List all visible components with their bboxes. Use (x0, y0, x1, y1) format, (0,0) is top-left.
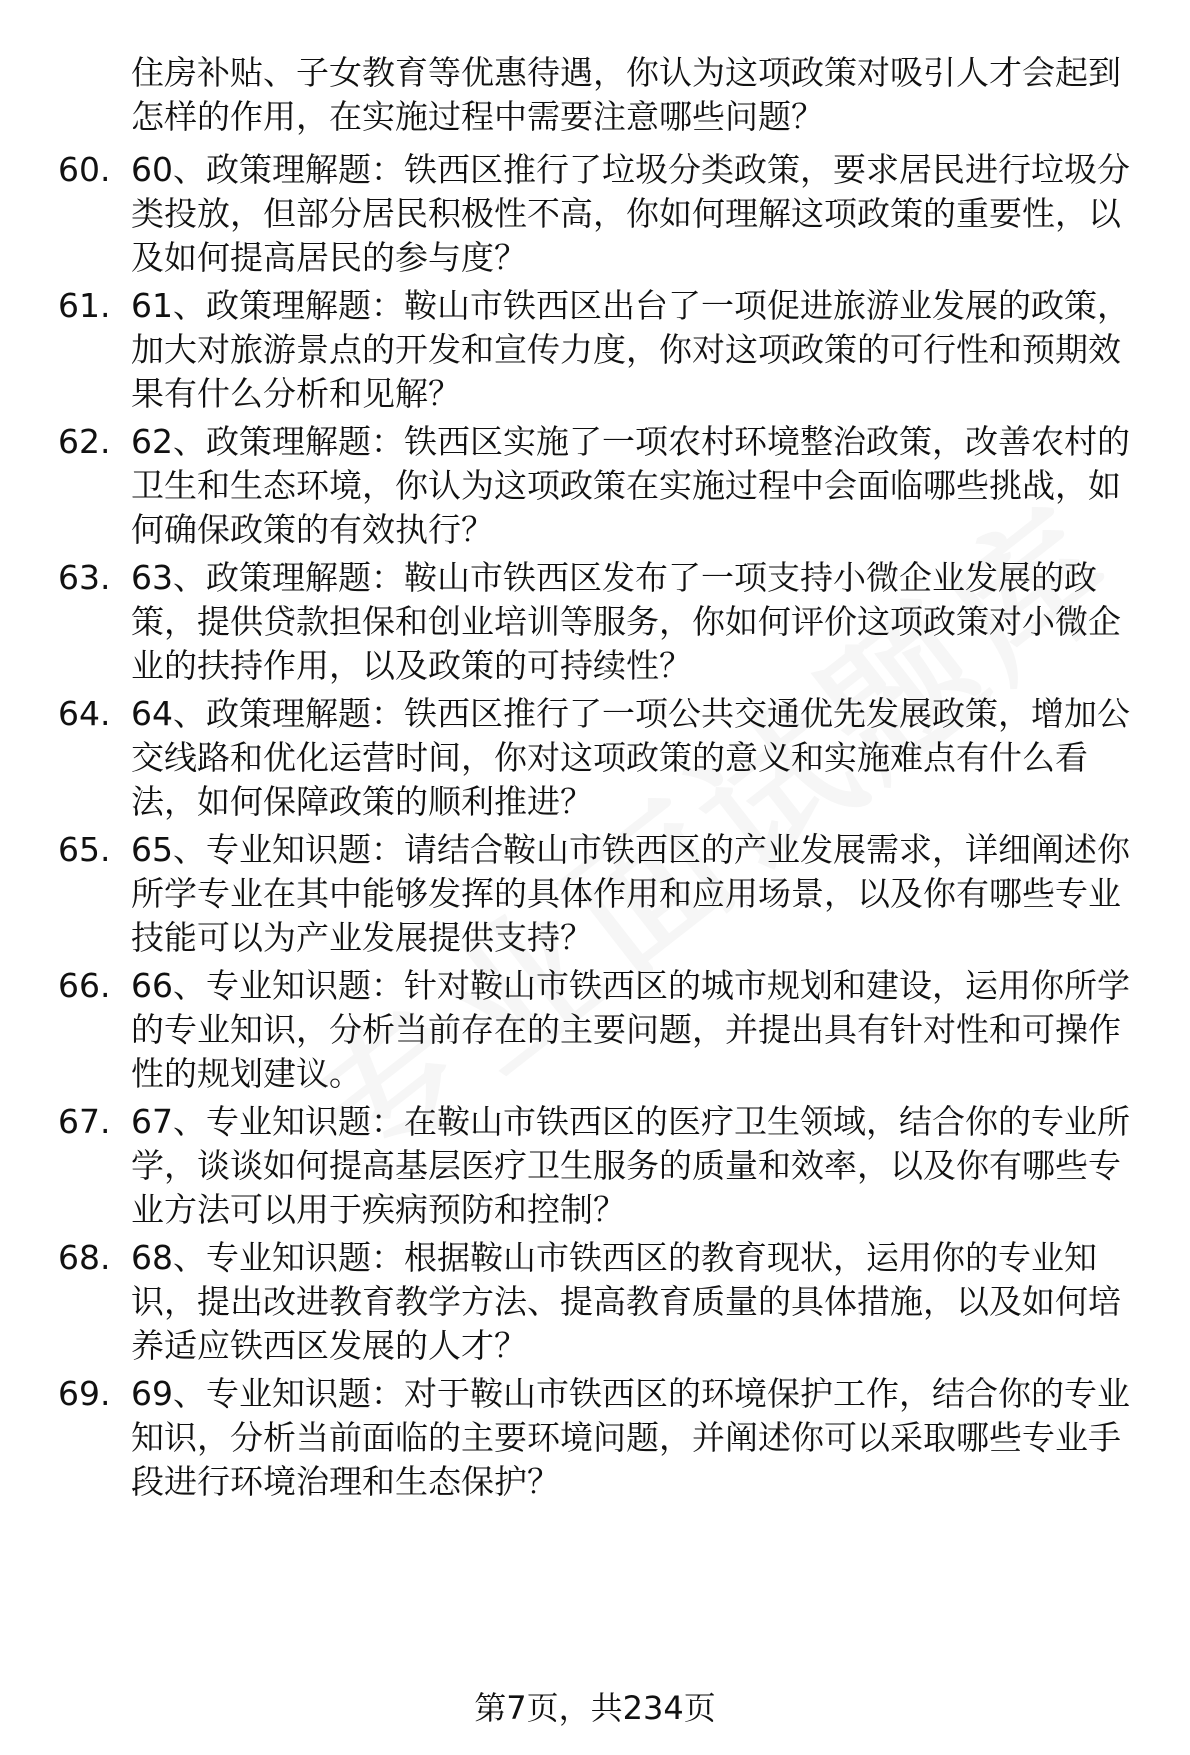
question-text: 64、政策理解题：铁西区推行了一项公共交通优先发展政策，增加公交线路和优化运营时间，你对这项政策的意义和实施难点有什么看法，如何保障政策的顺利推进？ (131, 694, 1130, 821)
question-number: 66. (58, 966, 111, 1005)
question-item (0, 1236, 1190, 1376)
question-number: 67. (58, 1102, 111, 1141)
question-item (0, 828, 1190, 968)
question-text: 67、专业知识题：在鞍山市铁西区的医疗卫生领域，结合你的专业所学，谈谈如何提高基层医疗卫生服务的质量和效率，以及你有哪些专业方法可以用于疾病预防和控制？ (131, 1102, 1130, 1229)
question-item (0, 284, 1190, 424)
question-number: 68. (58, 1238, 111, 1277)
question-number: 61. (58, 286, 111, 325)
question-text: 62、政策理解题：铁西区实施了一项农村环境整治政策，改善农村的卫生和生态环境，你认为这项政策在实施过程中会面临哪些挑战，如何确保政策的有效执行？ (131, 422, 1130, 549)
question-text: 66、专业知识题：针对鞍山市铁西区的城市规划和建设，运用你所学的专业知识，分析当前存在的主要问题，并提出具有针对性和可操作性的规划建议。 (131, 966, 1130, 1093)
question-number: 69. (58, 1374, 111, 1413)
question-item (0, 148, 1190, 288)
question-item (0, 1372, 1190, 1512)
question-text: 65、专业知识题：请结合鞍山市铁西区的产业发展需求，详细阐述你所学专业在其中能够发挥的具体作用和应用场景，以及你有哪些专业技能可以为产业发展提供支持？ (131, 830, 1130, 957)
question-number: 64. (58, 694, 111, 733)
continued-question-text: 住房补贴、子女教育等优惠待遇，你认为这项政策对吸引人才会起到怎样的作用，在实施过程中需要注意哪些问题？ (131, 53, 1121, 136)
question-item (0, 1100, 1190, 1240)
question-text: 60、政策理解题：铁西区推行了垃圾分类政策，要求居民进行垃圾分类投放，但部分居民积极性不高，你如何理解这项政策的重要性，以及如何提高居民的参与度？ (131, 150, 1130, 277)
question-text: 68、专业知识题：根据鞍山市铁西区的教育现状，运用你的专业知识，提出改进教育教学方法、提高教育质量的具体措施，以及如何培养适应铁西区发展的人才？ (131, 1238, 1121, 1365)
question-item (0, 420, 1190, 560)
question-item (0, 964, 1190, 1104)
question-text: 69、专业知识题：对于鞍山市铁西区的环境保护工作，结合你的专业知识，分析当前面临的主要环境问题，并阐述你可以采取哪些专业手段进行环境治理和生态保护？ (131, 1374, 1130, 1501)
question-number: 65. (58, 830, 111, 869)
question-number: 63. (58, 558, 111, 597)
question-text: 63、政策理解题：鞍山市铁西区发布了一项支持小微企业发展的政策，提供贷款担保和创业培训等服务，你如何评价这项政策对小微企业的扶持作用，以及政策的可持续性？ (131, 558, 1121, 685)
question-number: 60. (58, 150, 111, 189)
question-text: 61、政策理解题：鞍山市铁西区出台了一项促进旅游业发展的政策，加大对旅游景点的开发和宣传力度，你对这项政策的可行性和预期效果有什么分析和见解？ (131, 286, 1130, 413)
question-number: 62. (58, 422, 111, 461)
question-item (0, 692, 1190, 832)
question-item (0, 556, 1190, 696)
page-footer: 第7页，共234页 (474, 1689, 716, 1727)
